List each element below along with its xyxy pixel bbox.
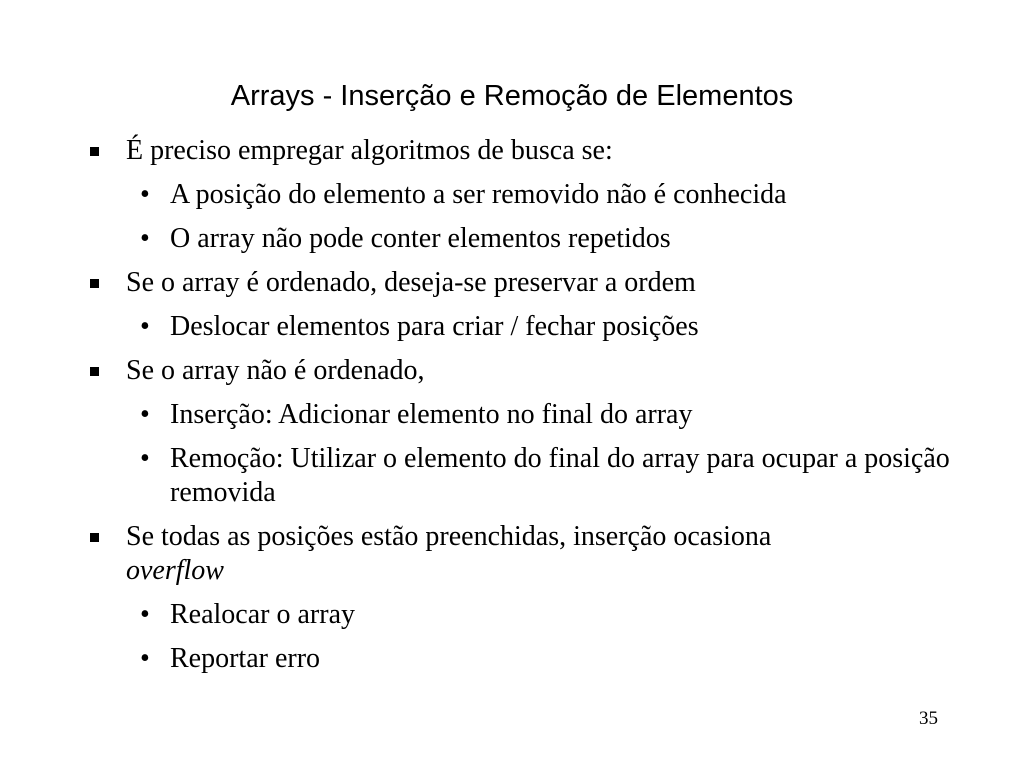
square-bullet-icon xyxy=(90,533,99,542)
dot-bullet-icon: • xyxy=(140,443,150,474)
bullet-item xyxy=(84,520,964,588)
bullet-item xyxy=(84,266,964,300)
dot-bullet-icon: • xyxy=(140,399,150,430)
bullet-text: Se todas as posições estão preenchidas, inserção ocasiona xyxy=(126,521,772,552)
sub-bullet-text: Inserção: Adicionar elemento no final do array xyxy=(170,399,693,430)
sub-bullet-text: Remoção: Utilizar o elemento do final do array para ocupar a posição removida xyxy=(170,443,950,508)
bullet-text: Se o array é ordenado, deseja-se preservar a ordem xyxy=(126,267,696,298)
sub-bullet-item xyxy=(84,398,964,432)
sub-bullet-item xyxy=(84,598,964,632)
sub-bullet-text: Deslocar elementos para criar / fechar posições xyxy=(170,311,699,342)
bullet-item xyxy=(84,134,964,168)
dot-bullet-icon: • xyxy=(140,223,150,254)
dot-bullet-icon: • xyxy=(140,599,150,630)
bullet-text: É preciso empregar algoritmos de busca se: xyxy=(126,135,613,166)
sub-bullet-text: Reportar erro xyxy=(170,643,321,674)
bullet-list xyxy=(84,130,964,676)
dot-bullet-icon: • xyxy=(140,179,150,210)
sub-bullet-item xyxy=(84,222,964,256)
sub-bullet-item xyxy=(84,642,964,676)
dot-bullet-icon: • xyxy=(140,311,150,342)
sub-bullet-item xyxy=(84,178,964,212)
square-bullet-icon xyxy=(90,367,99,376)
square-bullet-icon xyxy=(90,147,99,156)
slide-title: Arrays - Inserção e Remoção de Elementos xyxy=(230,80,794,112)
sub-bullet-text: O array não pode conter elementos repetidos xyxy=(170,223,671,254)
sub-bullet-text: Realocar o array xyxy=(170,599,355,630)
dot-bullet-icon: • xyxy=(140,643,150,674)
square-bullet-icon xyxy=(90,279,99,288)
bullet-text: Se o array não é ordenado, xyxy=(126,355,425,386)
sub-bullet-text: A posição do elemento a ser removido não é conhecida xyxy=(170,179,787,210)
page-number: 35 xyxy=(919,708,938,729)
bullet-item xyxy=(84,354,964,388)
emphasis-text: overflow xyxy=(126,555,224,586)
sub-bullet-item xyxy=(84,310,964,344)
sub-bullet-item xyxy=(84,442,964,510)
